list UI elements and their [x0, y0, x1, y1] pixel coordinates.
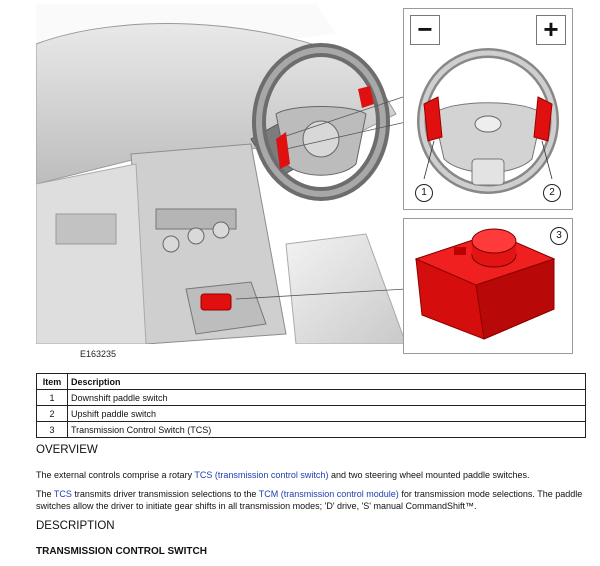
overview-heading: OVERVIEW [36, 444, 98, 456]
table-header-item: Item [37, 374, 68, 390]
tcs-detail [404, 219, 572, 353]
downshift-sign: − [410, 15, 440, 45]
table-header-row [37, 374, 586, 390]
callout-3: 3 [550, 227, 568, 245]
cabin-illustration [36, 4, 406, 344]
description-heading: DESCRIPTION [36, 520, 115, 532]
table-cell-description: Downshift paddle switch [68, 390, 586, 406]
table-row [37, 406, 586, 422]
table-header-description: Description [68, 374, 586, 390]
callout-1: 1 [415, 184, 433, 202]
overview-paragraph-2 [36, 488, 586, 512]
steering-wheel-detail [404, 9, 572, 209]
upshift-sign: + [536, 15, 566, 45]
tcs-inset [403, 218, 573, 354]
table-cell-description: Upshift paddle switch [68, 406, 586, 422]
text: transmits driver transmission selections to the [71, 489, 259, 499]
text: The [36, 489, 54, 499]
table-row [37, 390, 586, 406]
text: The external controls comprise a rotary [36, 470, 195, 480]
table-cell-description: Transmission Control Switch (TCS) [68, 422, 586, 438]
table-cell-item: 2 [37, 406, 68, 422]
tcs-subheading: TRANSMISSION CONTROL SWITCH [36, 546, 207, 557]
tcs-highlight [201, 294, 231, 310]
figure-reference: E163235 [80, 349, 117, 359]
callout-2: 2 [543, 184, 561, 202]
text: and two steering wheel mounted paddle switches. [328, 470, 530, 480]
tcm-link[interactable]: TCM (transmission control module) [258, 489, 399, 499]
table-cell-item: 1 [37, 390, 68, 406]
items-table [36, 373, 586, 438]
overview-paragraph-1 [36, 469, 586, 481]
table-row [37, 422, 586, 438]
tcs-link[interactable]: TCS (transmission control switch) [194, 470, 329, 480]
steering-wheel-inset [403, 8, 573, 210]
table-cell-item: 3 [37, 422, 68, 438]
tcs-abbrev-link[interactable]: TCS [53, 489, 72, 499]
text: for transmission mode selections. The paddle switches allow the driver to initiate gear shifts in all transmission modes; 'D' drive, 'S' manual CommandShift™. [36, 489, 583, 511]
